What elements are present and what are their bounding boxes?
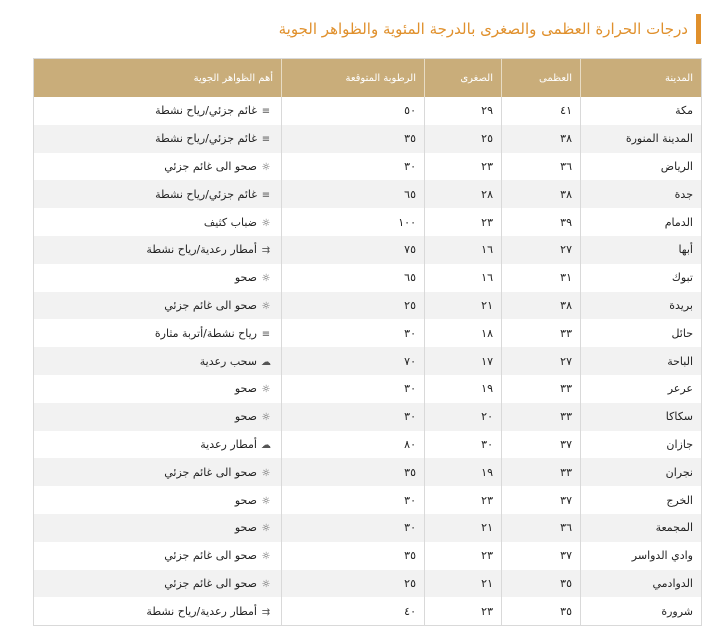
cell-max: ٣٦ <box>502 514 581 542</box>
cell-max: ٣٥ <box>502 597 581 625</box>
sun-cloud-icon: ☼ <box>261 161 271 173</box>
cell-city: بريدة <box>581 292 702 320</box>
cell-humidity: ٣٠ <box>282 403 425 431</box>
table-row <box>34 403 701 431</box>
sun-icon: ☼ <box>261 412 271 424</box>
cell-min: ١٦ <box>425 264 502 292</box>
table-row <box>34 153 701 181</box>
cell-city: جازان <box>666 437 693 451</box>
thunder-cloud-icon: ☁ <box>261 356 271 368</box>
cell-min: ٢١ <box>425 570 502 598</box>
cell-weather <box>34 180 282 208</box>
table-header-row <box>34 59 701 97</box>
table-row <box>34 208 701 236</box>
weather-text: صحو الى غائم جزئي <box>164 549 257 563</box>
wind-icon: ≡ <box>261 134 271 146</box>
weather-text: صحو الى غائم جزئي <box>164 465 257 479</box>
cell-min: ١٦ <box>425 236 502 264</box>
weather-text: أمطار رعدية/رياح نشطة <box>146 604 257 618</box>
sun-cloud-icon: ☼ <box>261 300 271 312</box>
weather-text: صحو <box>234 493 257 507</box>
table-row <box>34 180 701 208</box>
cell-humidity: ٣٥ <box>282 125 425 153</box>
table-row <box>34 97 701 125</box>
cell-min: ٣٠ <box>425 431 502 459</box>
cell-max: ٣٨ <box>502 292 581 320</box>
weather-text: صحو الى غائم جزئي <box>164 159 257 173</box>
cell-humidity: ٧٥ <box>282 236 425 264</box>
weather-table-container <box>33 58 702 626</box>
cell-city: حائل <box>671 326 693 340</box>
weather-text: صحو الى غائم جزئي <box>164 576 257 590</box>
wind-icon: ⇉ <box>261 245 271 257</box>
cell-weather <box>34 153 282 181</box>
cell-weather <box>34 403 282 431</box>
cell-weather <box>34 486 282 514</box>
header-weather: أهم الظواهر الجوية <box>34 59 282 97</box>
cell-weather <box>34 319 282 347</box>
header-humidity: الرطوبة المتوقعة <box>282 59 425 97</box>
table-row <box>34 542 701 570</box>
cell-max: ٣٨ <box>502 180 581 208</box>
cell-city: الخرج <box>666 493 693 507</box>
table-row <box>34 319 701 347</box>
cell-humidity: ٢٥ <box>282 570 425 598</box>
page-title: درجات الحرارة العظمى والصغرى بالدرجة المئوية والظواهر الجوية <box>278 20 688 38</box>
title-accent-bar <box>696 14 701 44</box>
cell-weather <box>34 375 282 403</box>
sun-icon: ☼ <box>261 273 271 285</box>
cell-humidity: ٣٥ <box>282 458 425 486</box>
table-row <box>34 597 701 625</box>
cell-humidity: ٤٠ <box>282 597 425 625</box>
weather-text: ضباب كثيف <box>203 215 257 229</box>
sun-cloud-icon: ☼ <box>261 467 271 479</box>
cell-max: ٣٨ <box>502 125 581 153</box>
cell-city: الدمام <box>664 215 693 229</box>
cell-humidity: ٣٥ <box>282 542 425 570</box>
table-row <box>34 236 701 264</box>
cell-max: ٢٧ <box>502 347 581 375</box>
cell-weather <box>34 236 282 264</box>
cell-max: ٢٧ <box>502 236 581 264</box>
cell-max: ٣٩ <box>502 208 581 236</box>
cell-max: ٣٧ <box>502 542 581 570</box>
cell-humidity: ٣٠ <box>282 486 425 514</box>
table-row <box>34 347 701 375</box>
cell-min: ٢١ <box>425 514 502 542</box>
cell-max: ٣٧ <box>502 486 581 514</box>
cell-weather <box>34 514 282 542</box>
cell-weather <box>34 570 282 598</box>
wind-icon: ≡ <box>261 106 271 118</box>
weather-text: غائم جزئي/رياح نشطة <box>155 104 257 118</box>
table-row <box>34 264 701 292</box>
cell-humidity: ٨٠ <box>282 431 425 459</box>
cell-min: ٢٣ <box>425 486 502 514</box>
cell-humidity: ٣٠ <box>282 319 425 347</box>
cell-city: تبوك <box>671 271 693 285</box>
cell-humidity: ٦٥ <box>282 180 425 208</box>
cell-min: ٢٣ <box>425 208 502 236</box>
cell-min: ٢٣ <box>425 153 502 181</box>
cell-weather <box>34 292 282 320</box>
cell-max: ٤١ <box>502 97 581 125</box>
header-min: الصغرى <box>425 59 502 97</box>
sun-icon: ☼ <box>261 384 271 396</box>
cell-min: ١٩ <box>425 458 502 486</box>
table-row <box>34 431 701 459</box>
cell-humidity: ٦٥ <box>282 264 425 292</box>
cell-city: الرياض <box>660 159 693 173</box>
cell-min: ٢٥ <box>425 125 502 153</box>
cell-weather <box>34 431 282 459</box>
cell-min: ٢٣ <box>425 542 502 570</box>
rain-cloud-icon: ☁ <box>261 439 271 451</box>
cell-city: الدوادمي <box>581 570 702 598</box>
cell-min: ١٧ <box>425 347 502 375</box>
sun-cloud-icon: ☼ <box>261 551 271 563</box>
cell-min: ١٩ <box>425 375 502 403</box>
cell-max: ٣٣ <box>502 375 581 403</box>
weather-text: صحو <box>234 410 257 424</box>
cell-min: ٢٣ <box>425 597 502 625</box>
cell-humidity: ٣٠ <box>282 375 425 403</box>
cell-city: سكاكا <box>581 403 702 431</box>
cell-city: أبها <box>581 236 702 264</box>
cell-max: ٣١ <box>502 264 581 292</box>
cell-humidity: ٥٠ <box>282 97 425 125</box>
cell-weather <box>34 597 282 625</box>
table-row <box>34 125 701 153</box>
cell-weather <box>34 542 282 570</box>
table-row <box>34 570 701 598</box>
cell-max: ٣٥ <box>502 570 581 598</box>
cell-humidity: ٣٠ <box>282 514 425 542</box>
cell-city: الباحة <box>581 347 702 375</box>
wind-icon: ≡ <box>261 328 271 340</box>
table-row <box>34 375 701 403</box>
table-body <box>34 97 701 625</box>
cell-max: ٣٣ <box>502 319 581 347</box>
cell-city: نجران <box>581 458 702 486</box>
cell-weather <box>34 97 282 125</box>
cell-humidity: ٣٠ <box>282 153 425 181</box>
cell-weather <box>34 208 282 236</box>
weather-text: أمطار رعدية/رياح نشطة <box>146 243 257 257</box>
cell-weather <box>34 458 282 486</box>
cell-min: ١٨ <box>425 319 502 347</box>
cell-min: ٢٩ <box>425 97 502 125</box>
sun-icon: ☼ <box>261 495 271 507</box>
cell-humidity: ٢٥ <box>282 292 425 320</box>
wind-icon: ≡ <box>261 189 271 201</box>
cell-weather <box>34 264 282 292</box>
title-bar <box>241 14 701 44</box>
weather-table <box>34 59 701 625</box>
sun-cloud-icon: ☼ <box>261 578 271 590</box>
weather-text: صحو الى غائم جزئي <box>164 298 257 312</box>
cell-max: ٣٣ <box>502 458 581 486</box>
cell-humidity: ٧٠ <box>282 347 425 375</box>
cell-max: ٣٣ <box>502 403 581 431</box>
cell-min: ٢٠ <box>425 403 502 431</box>
fog-icon: ☼ <box>261 217 271 229</box>
weather-text: صحو <box>234 382 257 396</box>
table-row <box>34 514 701 542</box>
cell-city: شرورة <box>661 604 693 618</box>
header-city: المدينة <box>581 59 702 97</box>
weather-text: غائم جزئي/رياح نشطة <box>155 187 257 201</box>
cell-city: المجمعة <box>581 514 702 542</box>
cell-max: ٣٦ <box>502 153 581 181</box>
sun-icon: ☼ <box>261 523 271 535</box>
table-row <box>34 292 701 320</box>
wind-icon: ⇉ <box>261 606 271 618</box>
cell-city: عرعر <box>667 382 693 396</box>
weather-text: رياح نشطة/أتربة مثارة <box>154 326 257 340</box>
cell-min: ٢١ <box>425 292 502 320</box>
cell-city: مكة <box>675 104 693 118</box>
cell-city: جدة <box>581 180 702 208</box>
cell-min: ٢٨ <box>425 180 502 208</box>
weather-text: سحب رعدية <box>199 354 257 368</box>
cell-city: المدينة المنورة <box>581 125 702 153</box>
weather-text: صحو <box>234 521 257 535</box>
weather-text: أمطار رعدية <box>200 437 257 451</box>
header-max: العظمى <box>502 59 581 97</box>
table-row <box>34 458 701 486</box>
weather-text: غائم جزئي/رياح نشطة <box>155 132 257 146</box>
cell-weather <box>34 125 282 153</box>
cell-max: ٣٧ <box>502 431 581 459</box>
cell-city: وادي الدواسر <box>631 549 693 563</box>
cell-humidity: ١٠٠ <box>282 208 425 236</box>
cell-weather <box>34 347 282 375</box>
weather-text: صحو <box>234 271 257 285</box>
table-row <box>34 486 701 514</box>
